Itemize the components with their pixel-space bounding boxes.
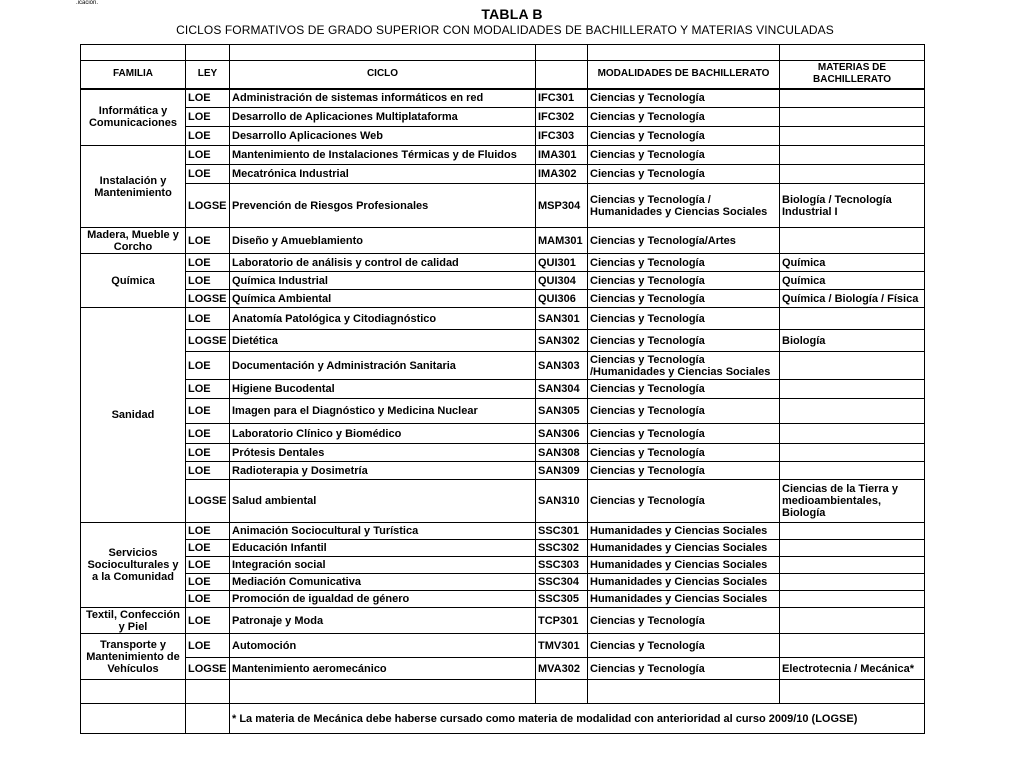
page-title: TABLA B (481, 6, 543, 22)
codigo-cell: SAN303 (536, 352, 588, 380)
table-row (81, 658, 925, 680)
ley-cell: LOE (186, 146, 230, 165)
codigo-cell: MSP304 (536, 184, 588, 228)
table-row (81, 480, 925, 523)
table-row (81, 108, 925, 127)
table-row (81, 557, 925, 574)
codigo-cell: SSC302 (536, 540, 588, 557)
ley-cell: LOE (186, 352, 230, 380)
table-row (81, 523, 925, 540)
materias-cell (780, 574, 925, 591)
table-row (81, 165, 925, 184)
materias-cell (780, 127, 925, 146)
codigo-cell: MVA302 (536, 658, 588, 680)
materias-cell (780, 424, 925, 444)
ciclo-cell: Automoción (230, 634, 536, 658)
ciclo-cell: Diseño y Amueblamiento (230, 228, 536, 254)
codigo-cell: MAM301 (536, 228, 588, 254)
modalidad-cell: Ciencias y Tecnología (588, 127, 780, 146)
ley-cell: LOE (186, 127, 230, 146)
materias-cell: Química (780, 254, 925, 272)
ley-cell: LOE (186, 254, 230, 272)
ley-cell: LOE (186, 108, 230, 127)
materias-cell (780, 228, 925, 254)
ley-cell: LOE (186, 444, 230, 462)
modalidad-cell: Humanidades y Ciencias Sociales (588, 557, 780, 574)
blank-cell (588, 45, 780, 61)
ley-cell: LOGSE (186, 330, 230, 352)
modalidad-cell: Ciencias y Tecnología /Humanidades y Ciencias Sociales (588, 352, 780, 380)
blank-cell (186, 704, 230, 734)
footnote-row (81, 704, 925, 734)
ciclo-cell: Anatomía Patológica y Citodiagnóstico (230, 308, 536, 330)
codigo-cell: IMA301 (536, 146, 588, 165)
codigo-cell: SAN309 (536, 462, 588, 480)
table-row (81, 591, 925, 608)
blank-cell (81, 704, 186, 734)
codigo-cell: QUI304 (536, 272, 588, 290)
table-row (81, 352, 925, 380)
ciclo-cell: Radioterapia y Dosimetría (230, 462, 536, 480)
family-cell: Informática y Comunicaciones (81, 89, 186, 146)
codigo-cell: TCP301 (536, 608, 588, 634)
modalidad-cell: Ciencias y Tecnología (588, 462, 780, 480)
ley-cell: LOE (186, 557, 230, 574)
materias-cell (780, 523, 925, 540)
table-row (81, 146, 925, 165)
header-codigo (536, 61, 588, 89)
blank-cell (780, 680, 925, 704)
codigo-cell: IFC303 (536, 127, 588, 146)
codigo-cell: SAN305 (536, 399, 588, 424)
materias-cell (780, 146, 925, 165)
modalidad-cell: Ciencias y Tecnología (588, 290, 780, 308)
materias-cell (780, 108, 925, 127)
ciclo-cell: Integración social (230, 557, 536, 574)
ciclo-cell: Mecatrónica Industrial (230, 165, 536, 184)
family-cell: Sanidad (81, 308, 186, 523)
materias-cell: Ciencias de la Tierra y medioambientales, Biología (780, 480, 925, 523)
modalidad-cell: Humanidades y Ciencias Sociales (588, 523, 780, 540)
ley-cell: LOE (186, 634, 230, 658)
page-subtitle: CICLOS FORMATIVOS DE GRADO SUPERIOR CON MODALIDADES DE BACHILLERATO Y MATERIAS VINCULADAS (176, 23, 834, 37)
blank-top-row (81, 45, 925, 61)
materias-cell (780, 608, 925, 634)
family-cell: Madera, Mueble y Corcho (81, 228, 186, 254)
table-row (81, 444, 925, 462)
codigo-cell: SAN306 (536, 424, 588, 444)
header-modalidades: MODALIDADES DE BACHILLERATO (588, 61, 780, 89)
modalidad-cell: Ciencias y Tecnología (588, 424, 780, 444)
ley-cell: LOE (186, 228, 230, 254)
codigo-cell: SSC301 (536, 523, 588, 540)
modalidad-cell: Ciencias y Tecnología (588, 108, 780, 127)
table-row (81, 574, 925, 591)
blank-cell (81, 680, 186, 704)
ley-cell: LOE (186, 540, 230, 557)
materias-cell (780, 165, 925, 184)
ciclo-cell: Prevención de Riesgos Profesionales (230, 184, 536, 228)
table-row (81, 254, 925, 272)
codigo-cell: IFC301 (536, 89, 588, 108)
materias-cell: Biología / Tecnología Industrial I (780, 184, 925, 228)
codigo-cell: QUI306 (536, 290, 588, 308)
cycles-table (80, 44, 925, 734)
ley-cell: LOE (186, 308, 230, 330)
table-row (81, 272, 925, 290)
ciclo-cell: Administración de sistemas informáticos en red (230, 89, 536, 108)
family-cell: Textil, Confección y Piel (81, 608, 186, 634)
modalidad-cell: Ciencias y Tecnología (588, 146, 780, 165)
materias-cell: Química / Biología / Física (780, 290, 925, 308)
blank-cell (186, 45, 230, 61)
ciclo-cell: Química Industrial (230, 272, 536, 290)
modalidad-cell: Humanidades y Ciencias Sociales (588, 591, 780, 608)
ley-cell: LOGSE (186, 658, 230, 680)
ciclo-cell: Desarrollo Aplicaciones Web (230, 127, 536, 146)
header-familia: FAMILIA (81, 61, 186, 89)
table-row (81, 462, 925, 480)
ciclo-cell: Laboratorio Clínico y Biomédico (230, 424, 536, 444)
family-cell: Servicios Socioculturales y a la Comunidad (81, 523, 186, 608)
ciclo-cell: Documentación y Administración Sanitaria (230, 352, 536, 380)
materias-cell (780, 557, 925, 574)
codigo-cell: SAN302 (536, 330, 588, 352)
modalidad-cell: Ciencias y Tecnología/Artes (588, 228, 780, 254)
ciclo-cell: Higiene Bucodental (230, 380, 536, 399)
modalidad-cell: Ciencias y Tecnología (588, 380, 780, 399)
ciclo-cell: Dietética (230, 330, 536, 352)
materias-cell (780, 444, 925, 462)
codigo-cell: TMV301 (536, 634, 588, 658)
table-row (81, 540, 925, 557)
materias-cell (780, 462, 925, 480)
modalidad-cell: Ciencias y Tecnología (588, 254, 780, 272)
ciclo-cell: Desarrollo de Aplicaciones Multiplataforma (230, 108, 536, 127)
materias-cell: Química (780, 272, 925, 290)
codigo-cell: QUI301 (536, 254, 588, 272)
blank-cell (230, 45, 536, 61)
ley-cell: LOE (186, 165, 230, 184)
codigo-cell: IFC302 (536, 108, 588, 127)
family-cell: Transporte y Mantenimiento de Vehículos (81, 634, 186, 680)
materias-cell (780, 89, 925, 108)
table-row (81, 290, 925, 308)
ley-cell: LOGSE (186, 290, 230, 308)
modalidad-cell: Ciencias y Tecnología (588, 658, 780, 680)
codigo-cell: SAN308 (536, 444, 588, 462)
ley-cell: LOE (186, 574, 230, 591)
ciclo-cell: Salud ambiental (230, 480, 536, 523)
modalidad-cell: Ciencias y Tecnología (588, 308, 780, 330)
materias-cell: Electrotecnia / Mecánica* (780, 658, 925, 680)
ley-cell: LOE (186, 523, 230, 540)
modalidad-cell: Ciencias y Tecnología (588, 399, 780, 424)
blank-cell (588, 680, 780, 704)
table-row (81, 608, 925, 634)
ciclo-cell: Animación Sociocultural y Turística (230, 523, 536, 540)
ley-cell: LOE (186, 462, 230, 480)
table-row (81, 89, 925, 108)
table-row (81, 330, 925, 352)
materias-cell (780, 352, 925, 380)
table-row (81, 399, 925, 424)
header-ley: LEY (186, 61, 230, 89)
modalidad-cell: Ciencias y Tecnología (588, 330, 780, 352)
ley-cell: LOE (186, 380, 230, 399)
table-row (81, 634, 925, 658)
table-row (81, 424, 925, 444)
codigo-cell: SAN310 (536, 480, 588, 523)
corner-fragment-text: .icación. (76, 0, 99, 6)
modalidad-cell: Ciencias y Tecnología (588, 165, 780, 184)
ley-cell: LOE (186, 591, 230, 608)
ciclo-cell: Mediación Comunicativa (230, 574, 536, 591)
modalidad-cell: Ciencias y Tecnología (588, 634, 780, 658)
family-cell: Química (81, 254, 186, 308)
blank-cell (230, 680, 536, 704)
materias-cell (780, 591, 925, 608)
table-row (81, 380, 925, 399)
materias-cell (780, 540, 925, 557)
codigo-cell: SSC303 (536, 557, 588, 574)
table-row (81, 184, 925, 228)
ciclo-cell: Educación Infantil (230, 540, 536, 557)
ley-cell: LOGSE (186, 184, 230, 228)
materias-cell (780, 308, 925, 330)
modalidad-cell: Humanidades y Ciencias Sociales (588, 574, 780, 591)
ciclo-cell: Promoción de igualdad de género (230, 591, 536, 608)
modalidad-cell: Ciencias y Tecnología (588, 608, 780, 634)
footnote-text: * La materia de Mecánica debe haberse cursado como materia de modalidad con anterioridad al curso 2009/10 (LOGSE) (230, 704, 925, 734)
modalidad-cell: Ciencias y Tecnología (588, 480, 780, 523)
materias-cell (780, 634, 925, 658)
codigo-cell: SSC305 (536, 591, 588, 608)
blank-cell (536, 45, 588, 61)
codigo-cell: SAN301 (536, 308, 588, 330)
ley-cell: LOE (186, 424, 230, 444)
ley-cell: LOE (186, 272, 230, 290)
modalidad-cell: Ciencias y Tecnología (588, 89, 780, 108)
codigo-cell: IMA302 (536, 165, 588, 184)
blank-cell (186, 680, 230, 704)
ley-cell: LOGSE (186, 480, 230, 523)
blank-bottom-row (81, 680, 925, 704)
blank-cell (780, 45, 925, 61)
ciclo-cell: Patronaje y Moda (230, 608, 536, 634)
codigo-cell: SSC304 (536, 574, 588, 591)
modalidad-cell: Humanidades y Ciencias Sociales (588, 540, 780, 557)
cycles-table-body (81, 45, 925, 734)
materias-cell: Biología (780, 330, 925, 352)
ciclo-cell: Mantenimiento aeromecánico (230, 658, 536, 680)
ciclo-cell: Laboratorio de análisis y control de calidad (230, 254, 536, 272)
ciclo-cell: Imagen para el Diagnóstico y Medicina Nuclear (230, 399, 536, 424)
header-ciclo: CICLO (230, 61, 536, 89)
table-row (81, 228, 925, 254)
ley-cell: LOE (186, 399, 230, 424)
ciclo-cell: Química Ambiental (230, 290, 536, 308)
materias-cell (780, 399, 925, 424)
blank-cell (536, 680, 588, 704)
table-row (81, 308, 925, 330)
table-row (81, 127, 925, 146)
blank-cell (81, 45, 186, 61)
codigo-cell: SAN304 (536, 380, 588, 399)
materias-cell (780, 380, 925, 399)
header-row (81, 61, 925, 89)
modalidad-cell: Ciencias y Tecnología / Humanidades y Ciencias Sociales (588, 184, 780, 228)
ley-cell: LOE (186, 608, 230, 634)
modalidad-cell: Ciencias y Tecnología (588, 272, 780, 290)
ley-cell: LOE (186, 89, 230, 108)
header-materias: MATERIAS DE BACHILLERATO (780, 61, 925, 89)
ciclo-cell: Mantenimiento de Instalaciones Térmicas y de Fluidos (230, 146, 536, 165)
ciclo-cell: Prótesis Dentales (230, 444, 536, 462)
modalidad-cell: Ciencias y Tecnología (588, 444, 780, 462)
family-cell: Instalación y Mantenimiento (81, 146, 186, 228)
